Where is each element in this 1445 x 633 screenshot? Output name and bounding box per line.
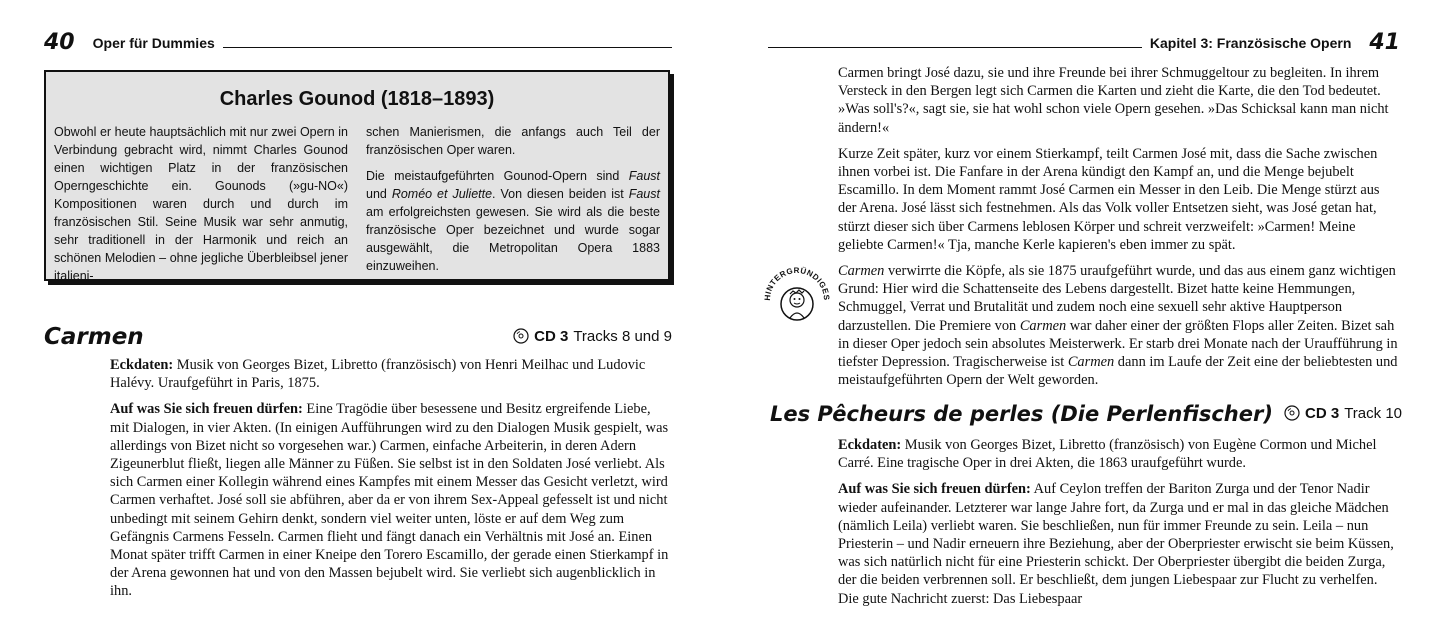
page-number-right: 41 (1369, 30, 1400, 55)
cd-reference (513, 328, 672, 345)
cd-reference (1284, 405, 1402, 422)
cd-label: CD 3 (1305, 404, 1340, 422)
pecheurs-heading (770, 402, 1402, 426)
hintergrund-paragraph: Carmen verwirrte die Köpfe, als sie 1875 uraufgeführt wurde, und das aus einem ganz wichtigen Grund: Hier wird die Schattenseite des Lebens dargestellt. Bizet hatte keine Hemmungen, Schmuggel, Verrat und Brutalität und zudem noch eine sexuell sehr aktive Hauptperson darzustellen. Die Premiere von Carmen war daher einer der größten Flops aller Zeiten. Bizet sah in dieser Oper jedoch sein absolutes Meisterwerk. Er starb drei Monate nach der Uraufführung in tiefster Depression. Tragischerweise ist Carmen dann im Laufe der Zeit eine der beliebtesten und meistaufgeführten Opern der Welt geworden. (838, 263, 1398, 389)
freuen-paragraph: Auf was Sie sich freuen dürfen: Auf Ceylon treffen der Bariton Zurga und der Tenor Nadir wieder aufeinander. Letzterer war lange Jahre fort, da Zurga und er mal in das gleiche Mädchen (nämlich Leila) verliebt waren. Sie beschließen, nun für immer Freunde zu sein. Leila – nun Priesterin – und Nadir erneuern ihre Beziehung, aber der Oberpriester erwischt sie beim Küssen, was sich natürlich nicht für eine Priesterin schickt. Der Oberpriester übergibt die beiden Zurga, der die beiden verbrennen soll. Er beschließt, dem jungen Liebespaar zur Flucht zu verhelfen. Die gute Nachricht zuerst: Das Liebespaar (838, 481, 1394, 607)
pecheurs-body (838, 436, 1400, 616)
eckdaten-paragraph: Eckdaten: Musik von Georges Bizet, Libretto (französisch) von Henri Meilhac und Ludovic Halévy. Uraufgeführt in Paris, 1875. (110, 357, 646, 392)
cd-icon (513, 328, 529, 344)
right-page (730, 0, 1445, 633)
cd-label: CD 3 (534, 327, 569, 345)
running-title-left: Oper für Dummies (92, 34, 215, 51)
sidebar-column-2 (366, 123, 660, 285)
left-page (0, 0, 700, 633)
page-number-left: 40 (44, 30, 75, 55)
section-title-carmen: Carmen (44, 324, 144, 350)
sidebar-paragraph: schen Manierismen, die anfangs auch Teil der französischen Oper waren. (366, 125, 660, 157)
freuen-paragraph: Auf was Sie sich freuen dürfen: Eine Tragödie über besessene und Besitz ergreifende Liebe, mit Dialogen, in vier Akten. (In einigen Aufführungen wird zu den Dialogen Musik gespielt, was allerdings von Bizet nicht so vorgesehen war.) Carmen, einfache Arbeiterin, in deren Adern Zigeunerblut fließt, liegen alle Männer zu Füßen. Sie selbst ist in den Soldaten José verliebt. Als sich Carmen einer Kollegin während eines Kampfes mit einem Messer das Gesicht verletzt, wird Carmen verhaftet. José soll sie abführen, aber da er von ihrem Sex-Appeal gefesselt ist und nicht unbedingt mit seinem Gehirn denkt, sondern viel weiter unten, löste er auf dem Weg zum Gefängnis Carmens Fesseln. Carmen flieht und fängt danach ein Verhältnis mit José an. Einen Monat später trifft Carmen in einer Kneipe den Torero Escamillo, der gerade einen Stierkampf in der Arena gewonnen hat und von den Massen bejubelt wird. Sie verliebt sich augenblicklich in ihn. (110, 401, 669, 600)
carmen-body (110, 356, 672, 609)
header-rule-left (223, 47, 672, 48)
cd-icon (1284, 405, 1300, 421)
carmen-continued-body (838, 64, 1400, 397)
sidebar-paragraph: Obwohl er heute hauptsächlich mit nur zwei Opern in Verbindung gebracht wird, nimmt Charles Gounod einen wichtigen Platz in der französischen Operngeschichte ein. Gounods (»gu-NO«) Kompositionen waren durch und durch im französischen Stil. Seine Musik war sehr anmutig, sehr traditionell in der Harmonik und reich an schönen Melodien – ohne jegliche Überbleibsel jener italieni- (54, 125, 348, 283)
running-header-right (768, 30, 1400, 55)
sidebar-column-1 (54, 123, 348, 285)
carmen-heading (44, 324, 672, 350)
hintergruendiges-icon (760, 258, 834, 332)
running-title-right: Kapitel 3: Französische Opern (1149, 34, 1352, 51)
svg-text:HINTERGRÜNDIGES: HINTERGRÜNDIGES (762, 265, 832, 301)
eckdaten-paragraph: Eckdaten: Musik von Georges Bizet, Libretto (französisch) von Eugène Cormon und Michel Carré. Eine tragische Oper in drei Akten, die 1863 uraufgeführt wurde. (838, 437, 1377, 472)
body-paragraph: Carmen bringt José dazu, sie und ihre Freunde bei ihrer Schmuggeltour zu begleiten. In ihrem Versteck in den Bergen legt sich Carmen die Karten und zieht die Karte, die den Tod bedeutet. »Was soll's?«, sagt sie, sie hat wohl schon viele Opern gesehen. »Das Schicksal kann man nicht ändern!« (838, 65, 1389, 136)
sidebar-paragraph: Die meistaufgeführten Gounod-Opern sind Faust und Roméo et Juliette. Von diesen beiden ist Faust am erfolgreichsten gewesen. Sie wird als die beste französische Oper bezeichnet und wurde sogar ausgewählt, die Metropolitan Opera 1883 einzuweihen. (366, 169, 660, 273)
track-list: Tracks 8 und 9 (573, 327, 672, 345)
gounod-sidebar-box (44, 70, 670, 281)
running-header-left (44, 30, 672, 55)
body-paragraph: Kurze Zeit später, kurz vor einem Stierkampf, teilt Carmen José mit, dass die Sache zwischen ihnen vorbei ist. Die Fanfare in der Arena kündigt den Kampf an, und die Menge bejubelt Escamillo. In dem Moment rammt José Carmen ein Messer in den Leib. Die Menge stürzt aus der Arena. José lässt sich festnehmen. Als das Volk voller Entsetzen sieht, was José getan hat, stürzt dieser sich über Carmens leblosen Körper und schreit verzweifelt: »Carmen! Meine geliebte Carmen!« Tja, manche Kerle kapieren's eben immer zu spät. (838, 145, 1380, 253)
section-title-pecheurs: Les Pêcheurs de perles (Die Perlenfischer) (770, 402, 1273, 426)
header-rule-right (768, 47, 1142, 48)
track-list: Track 10 (1344, 404, 1402, 422)
sidebar-title: Charles Gounod (1818–1893) (219, 88, 495, 110)
